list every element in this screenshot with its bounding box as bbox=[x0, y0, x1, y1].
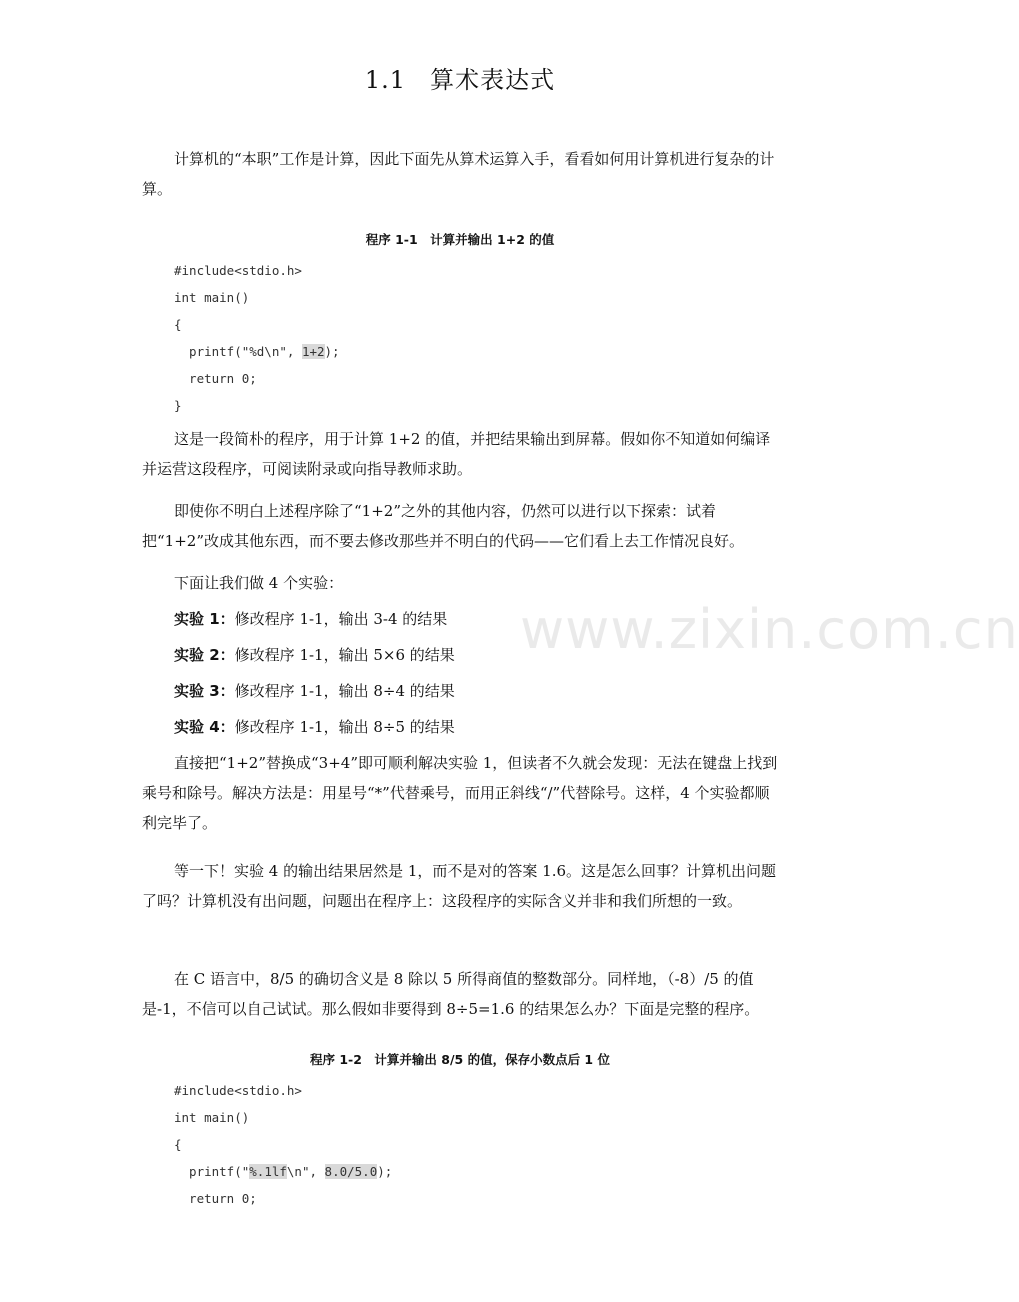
program-2-caption: 程序 1-2 计算并输出 8/5 的值，保存小数点后 1 位 bbox=[309, 1052, 610, 1067]
code-highlight: 1+2 bbox=[301, 344, 325, 359]
code-text: printf(" bbox=[174, 1164, 250, 1179]
section-number: 1.1 bbox=[364, 66, 407, 94]
experiment-label: 实验 2： bbox=[174, 646, 235, 664]
experiment-text: 修改程序 1-1，输出 3-4 的结果 bbox=[234, 610, 448, 628]
program-1-caption: 程序 1-1 计算并输出 1+2 的值 bbox=[365, 232, 555, 247]
code-text: ); bbox=[324, 344, 340, 359]
paragraph-1: 这是一段简朴的程序，用于计算 1+2 的值，并把结果输出到屏幕。假如你不知道如何编译并运营这段程序，可阅读附录或向指导教师求助。 bbox=[142, 430, 771, 478]
experiment-label: 实验 4： bbox=[174, 718, 235, 736]
code-line: { bbox=[174, 1137, 182, 1152]
code-line: int main() bbox=[174, 290, 250, 305]
paragraph-5: 等一下！实验 4 的输出结果居然是 1，而不是对的答案 1.6。这是怎么回事？计算机出问题了吗？计算机没有出问题，问题出在程序上：这段程序的实际含义并非和我们所想的一致。 bbox=[142, 862, 777, 910]
code-line bbox=[174, 1164, 392, 1179]
code-highlight: 8.0/5.0 bbox=[324, 1164, 378, 1179]
experiment-item bbox=[174, 712, 782, 742]
watermark: www.zixin.com.cn bbox=[520, 598, 1019, 661]
code-text: ); bbox=[377, 1164, 393, 1179]
paragraph-3: 下面让我们做 4 个实验： bbox=[174, 574, 344, 592]
paragraph-6: 在 C 语言中，8/5 的确切含义是 8 除以 5 所得商值的整数部分。同样地，（-8）/5 的值是-1，不信可以自己试试。那么假如非要得到 8÷5=1.6 的结果怎么办？下面是完整的程序。 bbox=[142, 970, 760, 1018]
code-line: return 0; bbox=[174, 1191, 257, 1206]
experiment-text: 修改程序 1-1，输出 5×6 的结果 bbox=[234, 646, 455, 664]
paragraph-4: 直接把“1+2”替换成“3+4”即可顺利解决实验 1，但读者不久就会发现：无法在键盘上找到乘号和除号。解决方法是：用星号“*”代替乘号，而用正斜线“/”代替除号。这样，4 个实验都顺利完毕了。 bbox=[142, 754, 778, 832]
code-line: } bbox=[174, 398, 182, 413]
code-line: return 0; bbox=[174, 371, 257, 386]
code-line: #include<stdio.h> bbox=[174, 263, 302, 278]
code-line bbox=[174, 344, 340, 359]
code-line: #include<stdio.h> bbox=[174, 1083, 302, 1098]
section-heading: 算术表达式 bbox=[430, 66, 556, 94]
intro-paragraph: 计算机的“本职”工作是计算，因此下面先从算术运算入手，看看如何用计算机进行复杂的计算。 bbox=[142, 150, 775, 198]
section-title bbox=[0, 60, 920, 95]
experiment-text: 修改程序 1-1，输出 8÷4 的结果 bbox=[234, 682, 455, 700]
experiment-label: 实验 3： bbox=[174, 682, 235, 700]
experiment-text: 修改程序 1-1，输出 8÷5 的结果 bbox=[234, 718, 455, 736]
code-text: printf("%d\n", bbox=[174, 344, 302, 359]
experiment-label: 实验 1： bbox=[174, 610, 235, 628]
experiment-item bbox=[174, 676, 782, 706]
code-line: int main() bbox=[174, 1110, 250, 1125]
code-text: \n", bbox=[286, 1164, 325, 1179]
code-line: { bbox=[174, 317, 182, 332]
code-highlight: %.1lf bbox=[249, 1164, 287, 1179]
paragraph-2: 即使你不明白上述程序除了“1+2”之外的其他内容，仍然可以进行以下探索：试着把“1+2”改成其他东西，而不要去修改那些并不明白的代码——它们看上去工作情况良好。 bbox=[142, 502, 744, 550]
